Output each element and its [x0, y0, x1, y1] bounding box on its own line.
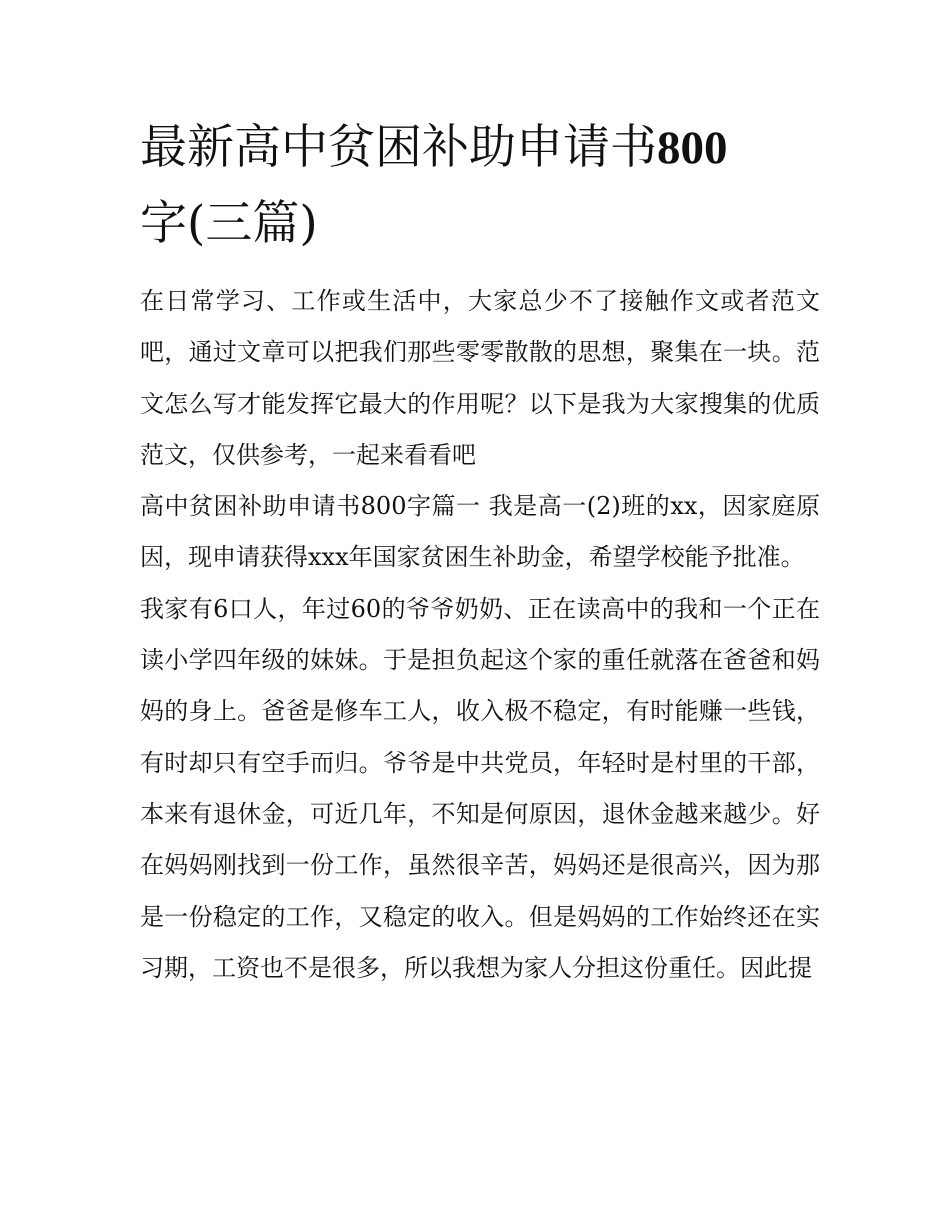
title-number: 800 — [657, 122, 728, 174]
document-body — [140, 276, 820, 994]
title-text-part2: 字(三篇) — [140, 196, 318, 251]
paragraph-intro: 在日常学习、工作或生活中，大家总少不了接触作文或者范文吧，通过文章可以把我们那些零零散散的思想，聚集在一块。范文怎么写才能发挥它最大的作用呢？以下是我为大家搜集的优质范文，仅供参考，一起来看看吧 — [140, 287, 820, 469]
paragraph-section-one: 高中贫困补助申请书800字篇一 我是高一(2)班的xx，因家庭原因，现申请获得xxx年国家贫困生补助金，希望学校能予批准。 — [140, 492, 820, 572]
paragraph-family: 我家有6口人，年过60的爷爷奶奶、正在读高中的我和一个正在读小学四年级的妹妹。于是担负起这个家的重任就落在爸爸和妈妈的身上。爸爸是修车工人，收入极不稳定，有时能赚一些钱，有时却只有空手而归。爷爷是中共党员，年轻时是村里的干部，本来有退休金，可近几年，不知是何原因，退休金越来越少。好在妈妈刚找到一份工作，虽然很辛苦，妈妈还是很高兴，因为那是一份稳定的工作，又稳定的收入。但是妈妈的工作始终还在实习期，工资也不是很多，所以我想为家人分担这份重任。因此提 — [140, 594, 820, 982]
title-text-part1: 最新高中贫困补助申请书 — [140, 120, 657, 175]
document-title — [140, 110, 830, 262]
